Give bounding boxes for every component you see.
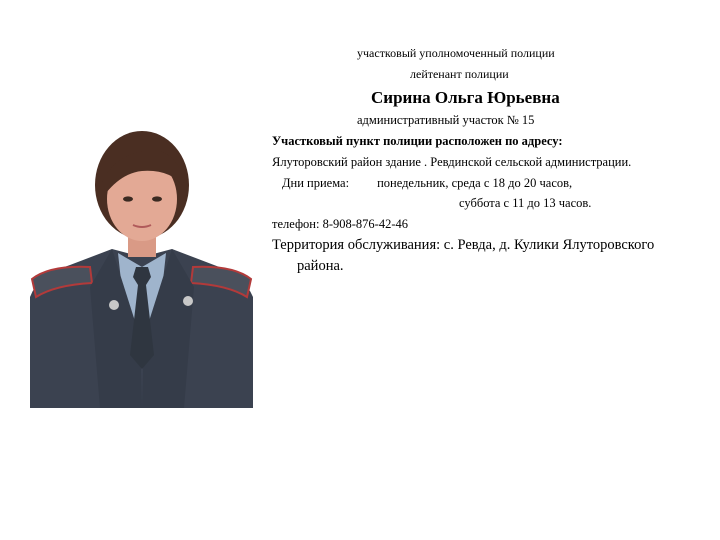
left-collar-badge	[109, 300, 119, 310]
district-number: административный участок № 15	[357, 113, 535, 127]
reception-hours-line-1	[282, 176, 572, 191]
right-collar-badge	[183, 296, 193, 306]
address-value: Ялуторовский район здание . Ревдинской сельской администрации.	[272, 155, 632, 169]
reception-days-weekdays: понедельник, среда с 18 до 20 часов,	[377, 176, 573, 190]
officer-photo	[30, 127, 253, 408]
address-label: Участковый пункт полиции расположен по адресу:	[272, 134, 563, 148]
phone-number: телефон: 8-908-876-42-46	[272, 217, 408, 231]
officer-rank: лейтенант полиции	[410, 67, 509, 81]
service-territory-line-2: района.	[297, 258, 344, 274]
service-territory-line-1: Территория обслуживания: с. Ревда, д. Кулики Ялуторовского	[272, 237, 655, 253]
left-eye	[123, 196, 133, 201]
officer-position: участковый уполномоченный полиции	[357, 46, 555, 60]
right-eye	[152, 196, 162, 201]
reception-hours-line-2: суббота с 11 до 13 часов.	[459, 196, 592, 210]
officer-name: Сирина Ольга Юрьевна	[371, 88, 560, 107]
reception-days-label: Дни приема:	[282, 176, 350, 190]
